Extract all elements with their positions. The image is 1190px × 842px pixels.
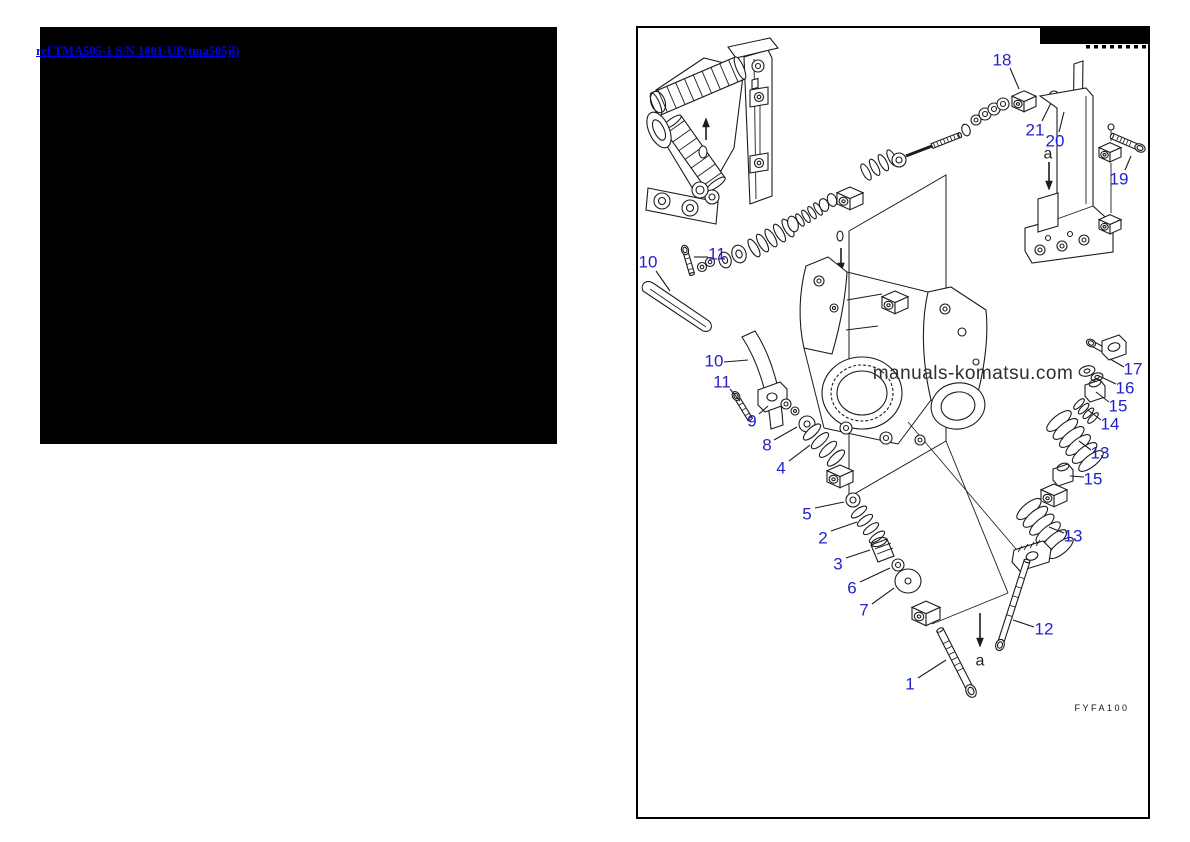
part-callout-13[interactable]: 13 bbox=[1090, 443, 1110, 463]
callout-leader bbox=[815, 502, 844, 508]
part-callout-5[interactable]: 5 bbox=[802, 504, 812, 524]
callout-leader bbox=[1042, 103, 1051, 121]
part-callout-11[interactable]: 11 bbox=[708, 244, 726, 264]
part-callout-10[interactable]: 10 bbox=[704, 351, 724, 371]
callout-leader bbox=[774, 427, 797, 440]
part-callout-11[interactable]: 11 bbox=[713, 372, 731, 392]
part-callout-10[interactable]: 10 bbox=[638, 252, 658, 272]
part-callout-16[interactable]: 16 bbox=[1115, 378, 1135, 398]
callout-leader bbox=[872, 588, 894, 604]
part-callout-18[interactable]: 18 bbox=[992, 50, 1012, 70]
part-callout-9[interactable]: 9 bbox=[747, 411, 757, 431]
callout-leader bbox=[1110, 359, 1124, 367]
part-callout-2[interactable]: 2 bbox=[818, 528, 828, 548]
part-callout-8[interactable]: 8 bbox=[762, 435, 772, 455]
part-callout-15[interactable]: 15 bbox=[1108, 396, 1128, 416]
part-callout-1[interactable]: 1 bbox=[905, 674, 915, 694]
part-callout-3[interactable]: 3 bbox=[833, 554, 843, 574]
part-callout-6[interactable]: 6 bbox=[847, 578, 857, 598]
part-callout-17[interactable]: 17 bbox=[1123, 359, 1143, 379]
part-callout-13[interactable]: 13 bbox=[1063, 526, 1083, 546]
callout-leader bbox=[831, 522, 857, 531]
callout-leader bbox=[1010, 68, 1019, 89]
part-callout-7[interactable]: 7 bbox=[859, 600, 869, 620]
ref-model-link[interactable]: ref TMA505-1 S/N 1001-UP(tma505jl) bbox=[36, 44, 240, 58]
part-callout-15[interactable]: 15 bbox=[1083, 469, 1103, 489]
part-callout-21[interactable]: 21 bbox=[1025, 120, 1045, 140]
callout-leader bbox=[860, 568, 890, 582]
callout-leader bbox=[1125, 156, 1131, 170]
ref-letter-a: a bbox=[975, 652, 985, 670]
part-callout-12[interactable]: 12 bbox=[1034, 619, 1054, 639]
part-callout-4[interactable]: 4 bbox=[776, 458, 786, 478]
part-callout-14[interactable]: 14 bbox=[1100, 414, 1120, 434]
callout-leader bbox=[918, 660, 946, 678]
callout-leader bbox=[1013, 620, 1034, 627]
ref-letter-a: a bbox=[1043, 145, 1053, 163]
callout-leader bbox=[846, 550, 870, 558]
figure-code: FYFA100 bbox=[1074, 703, 1130, 713]
callout-leader bbox=[724, 360, 748, 362]
redacted-title-bar bbox=[1040, 27, 1149, 44]
part-callout-20[interactable]: 20 bbox=[1045, 131, 1065, 151]
callout-leader bbox=[789, 445, 810, 461]
watermark-text: manuals-komatsu.com bbox=[872, 363, 1074, 384]
part-callout-19[interactable]: 19 bbox=[1109, 169, 1129, 189]
